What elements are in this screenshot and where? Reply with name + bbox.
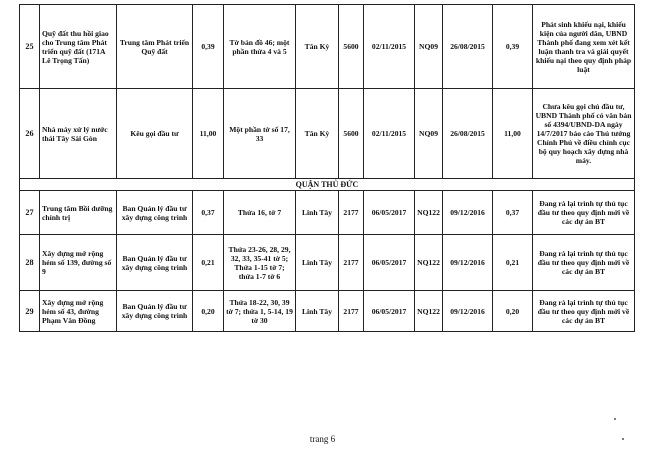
section-header-row <box>20 179 635 191</box>
note: Đang rà lại trình tự thủ tục đầu tư theo quy định mới về các dự án BT <box>533 235 635 291</box>
location: Tờ bản đồ 46; một phần thửa 4 và 5 <box>224 5 296 89</box>
row-number: 28 <box>20 235 40 291</box>
row-number: 29 <box>20 291 40 332</box>
decision-number: 5600 <box>339 5 364 89</box>
note: Chưa kêu gọi chủ đầu tư, UBND Thành phố có văn bản số 4394/UBND-DA ngày 14/7/2017 báo cáo Thủ tướng Chính Phủ về điều chỉnh cục bộ quy hoạch xây dựng nhà máy. <box>533 89 635 179</box>
project-name: Nhà máy xử lý nước thải Tây Sài Gòn <box>40 89 117 179</box>
note: Đang rà lại trình tự thủ tục đầu tư theo quy định mới về các dự án BT <box>533 191 635 235</box>
row-number: 25 <box>20 5 40 89</box>
resolution: NQ122 <box>415 235 443 291</box>
project-name: Trung tâm Bồi dưỡng chính trị <box>40 191 117 235</box>
resolution: NQ09 <box>415 5 443 89</box>
resolution: NQ122 <box>415 191 443 235</box>
section-title: QUẬN THỦ ĐỨC <box>20 179 635 191</box>
project-name: Xây dựng mở rộng hẻm số 139, đường số 9 <box>40 235 117 291</box>
decision-date: 02/11/2015 <box>364 5 415 89</box>
location: Thửa 16, tờ 7 <box>224 191 296 235</box>
decision-date: 06/05/2017 <box>364 191 415 235</box>
table-row <box>20 5 635 89</box>
row-number: 26 <box>20 89 40 179</box>
resolution-date: 09/12/2016 <box>443 235 493 291</box>
table-row <box>20 291 635 332</box>
page-number: trang 6 <box>309 434 336 444</box>
location: Một phần tờ số 17, 33 <box>224 89 296 179</box>
project-table <box>19 4 635 332</box>
project-name: Xây dựng mở rộng hẻm số 43, đường Phạm Văn Đồng <box>40 291 117 332</box>
area: 0,20 <box>193 291 224 332</box>
ward: Tân Kỳ <box>296 89 339 179</box>
decision-number: 5600 <box>339 89 364 179</box>
resolution-date: 26/08/2015 <box>443 5 493 89</box>
decision-date: 06/05/2017 <box>364 235 415 291</box>
decision-date: 02/11/2015 <box>364 89 415 179</box>
location: Thửa 23-26, 28, 29, 32, 33, 35-41 tờ 5; Thửa 1-15 tờ 7; thửa 1-7 tờ 6 <box>224 235 296 291</box>
area: 0,39 <box>193 5 224 89</box>
area-approved: 11,00 <box>493 89 533 179</box>
note: Đang rà lại trình tự thủ tục đầu tư theo quy định mới về các dự án BT <box>533 291 635 332</box>
project-name: Quỹ đất thu hồi giao cho Trung tâm Phát triển quỹ đất (171A Lê Trọng Tấn) <box>40 5 117 89</box>
note: Phát sinh khiếu nại, khiếu kiện của người dân, UBND Thành phố đang xem xét kết luận thanh tra và giải quyết khiếu nại theo quy định pháp luật <box>533 5 635 89</box>
table-row <box>20 235 635 291</box>
location: Thửa 18-22, 30, 39 tờ 7; thửa 1, 5-14, 19 tờ 30 <box>224 291 296 332</box>
area-approved: 0,21 <box>493 235 533 291</box>
area: 11,00 <box>193 89 224 179</box>
decision-number: 2177 <box>339 291 364 332</box>
investor: Ban Quản lý đầu tư xây dựng công trình <box>117 291 193 332</box>
investor: Ban Quản lý đầu tư xây dựng công trình <box>117 235 193 291</box>
area: 0,37 <box>193 191 224 235</box>
ward: Tân Kỳ <box>296 5 339 89</box>
ward: Linh Tây <box>296 191 339 235</box>
resolution-date: 09/12/2016 <box>443 291 493 332</box>
investor: Ban Quản lý đầu tư xây dựng công trình <box>117 191 193 235</box>
document-sheet <box>19 4 634 332</box>
resolution-date: 09/12/2016 <box>443 191 493 235</box>
decision-number: 2177 <box>339 191 364 235</box>
ward: Linh Tây <box>296 235 339 291</box>
ward: Linh Tây <box>296 291 339 332</box>
area: 0,21 <box>193 235 224 291</box>
row-number: 27 <box>20 191 40 235</box>
resolution-date: 26/08/2015 <box>443 89 493 179</box>
scan-speck <box>622 438 624 440</box>
table-row <box>20 191 635 235</box>
resolution: NQ09 <box>415 89 443 179</box>
resolution: NQ122 <box>415 291 443 332</box>
table-row <box>20 89 635 179</box>
area-approved: 0,37 <box>493 191 533 235</box>
decision-date: 06/05/2017 <box>364 291 415 332</box>
investor: Trung tâm Phát triển Quỹ đất <box>117 5 193 89</box>
decision-number: 2177 <box>339 235 364 291</box>
area-approved: 0,20 <box>493 291 533 332</box>
scan-speck <box>614 418 616 420</box>
investor: Kêu gọi đầu tư <box>117 89 193 179</box>
area-approved: 0,39 <box>493 5 533 89</box>
